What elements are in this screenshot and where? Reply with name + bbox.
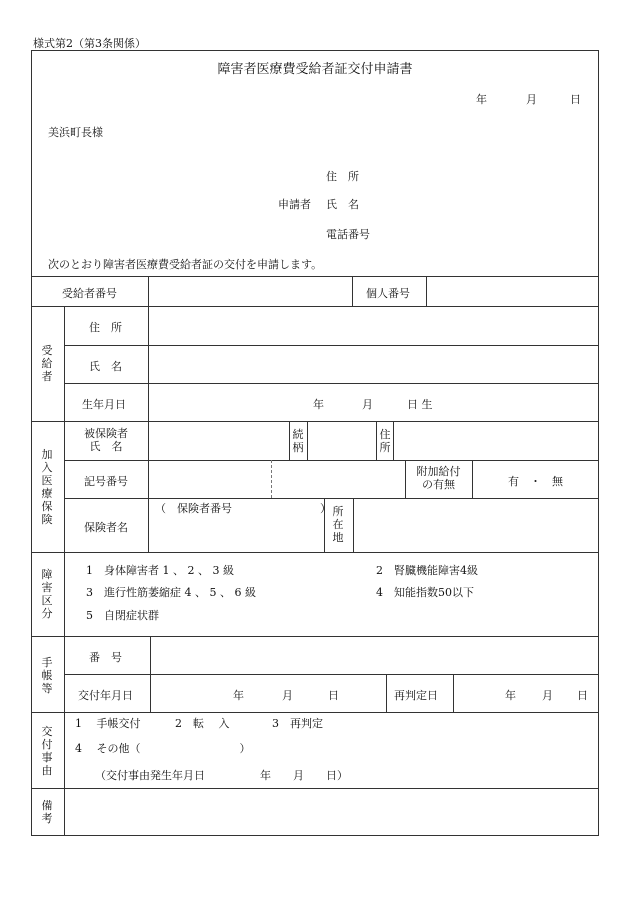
reason-section-label: 交付事由	[41, 725, 53, 777]
recipient-section-label: 受給者	[41, 344, 53, 383]
rule	[64, 498, 599, 499]
rule	[64, 460, 599, 461]
reason-option-3[interactable]: 3 再判定	[272, 717, 323, 730]
insured-label-line2: 氏 名	[89, 440, 123, 453]
rule	[150, 636, 151, 712]
applicant-role-label: 申請者	[278, 198, 311, 211]
rule	[31, 421, 599, 422]
date-month-label: 月	[526, 93, 537, 106]
disability-item-2[interactable]: 2 腎臓機能障害4級	[376, 564, 478, 577]
applicant-name-label: 氏 名	[326, 198, 359, 211]
rule	[64, 345, 599, 346]
rejudge-month-label: 月	[542, 689, 553, 702]
recipient-number-label: 受給者番号	[62, 287, 117, 300]
birth-day-label: 日 生	[407, 398, 433, 411]
issue-year-label: 年	[233, 689, 244, 702]
form-title: 障害者医療費受給者証交付申請書	[217, 62, 413, 77]
birth-month-label: 月	[362, 398, 373, 411]
rule	[307, 421, 308, 460]
insured-label	[64, 427, 148, 453]
statement: 次のとおり障害者医療費受給者証の交付を申請します。	[48, 258, 323, 271]
disability-section-label: 障害区分	[41, 568, 53, 620]
handbook-issue-date-label: 交付年月日	[78, 689, 133, 702]
applicant-address-label: 住 所	[326, 170, 359, 183]
birth-year-label: 年	[313, 398, 324, 411]
addressee: 美浜町長様	[48, 126, 103, 139]
rule	[31, 552, 599, 553]
rule	[31, 788, 599, 789]
residence-label: 住所	[379, 428, 391, 454]
applicant-phone-label: 電話番号	[326, 228, 370, 241]
rule	[64, 674, 599, 675]
disability-item-1[interactable]: 1 身体障害者 1 、 2 、 3 級	[86, 564, 234, 577]
date-day-label: 日	[570, 93, 581, 106]
date-year-label: 年	[476, 93, 487, 106]
handbook-number-label: 番 号	[89, 651, 122, 664]
rule	[64, 383, 599, 384]
additional-benefit-line1: 附加給付	[416, 465, 461, 478]
rejudge-date-label: 再判定日	[394, 689, 438, 702]
additional-benefit-line2: の有無	[422, 478, 455, 491]
rule	[31, 276, 599, 277]
issue-month-label: 月	[282, 689, 293, 702]
disability-item-4[interactable]: 4 知能指数50以下	[376, 586, 474, 599]
insurer-name-label: 保険者名	[84, 521, 128, 534]
reason-option-1[interactable]: 1 手帳交付	[75, 717, 141, 730]
rule	[64, 306, 65, 836]
insurance-section-label: 加入医療保険	[41, 448, 53, 526]
rule	[31, 306, 599, 307]
rejudge-day-label: 日	[577, 689, 588, 702]
reason-option-4[interactable]: 4 その他（ ）	[75, 742, 251, 755]
rule	[393, 421, 394, 460]
insured-label-line1: 被保険者	[84, 427, 128, 440]
rule	[271, 460, 272, 498]
additional-benefit-options[interactable]: 有 ・ 無	[508, 475, 563, 488]
rule	[31, 712, 599, 713]
reason-occurrence-date: （交付事由発生年月日 年 月 日）	[95, 769, 348, 782]
rule	[453, 674, 454, 712]
rule	[148, 276, 149, 306]
code-number-label: 記号番号	[84, 475, 128, 488]
recipient-name-label: 氏 名	[89, 360, 122, 373]
rule	[289, 421, 290, 460]
insurer-number-label: （ 保険者番号 ）	[155, 502, 331, 515]
recipient-birthdate-label: 生年月日	[82, 398, 126, 411]
disability-item-3[interactable]: 3 進行性筋萎縮症 4 、 5 、 6 級	[86, 586, 256, 599]
rule	[353, 498, 354, 552]
personal-number-label: 個人番号	[366, 287, 410, 300]
issue-day-label: 日	[328, 689, 339, 702]
rule	[31, 636, 599, 637]
rule	[426, 276, 427, 306]
rule	[386, 674, 387, 712]
recipient-address-label: 住 所	[89, 321, 122, 334]
handbook-section-label: 手帳等	[41, 656, 53, 695]
disability-item-5[interactable]: 5 自閉症状群	[86, 609, 159, 622]
reason-option-2[interactable]: 2 転 入	[175, 717, 230, 730]
relation-label: 続柄	[292, 428, 304, 454]
rule	[352, 276, 353, 306]
remarks-section-label: 備考	[41, 799, 53, 825]
rule	[148, 306, 149, 552]
location-label: 所在地	[332, 505, 344, 544]
rejudge-year-label: 年	[505, 689, 516, 702]
additional-benefit-label	[405, 465, 472, 491]
form-number: 様式第2（第3条関係）	[33, 37, 146, 50]
rule	[376, 421, 377, 460]
